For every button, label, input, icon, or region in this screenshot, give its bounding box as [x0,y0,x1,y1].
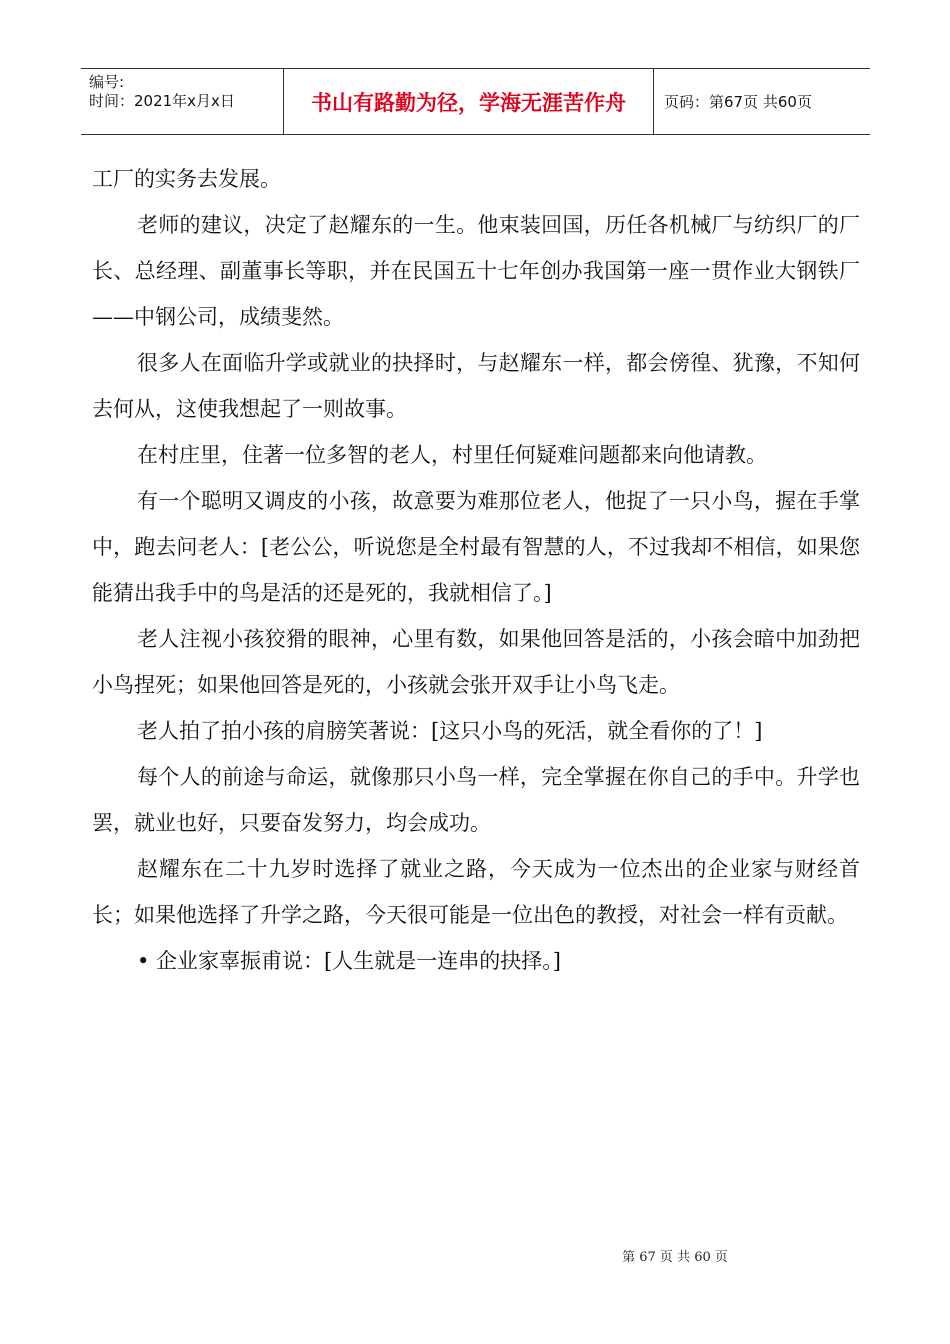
paragraph: 老人拍了拍小孩的肩膀笑著说：[这只小鸟的死活，就全看你的了！] [137,719,763,743]
page-footer: 第 67 页 共 60 页 [622,1250,728,1265]
bullet-quote: • 企业家辜振甫说：[人生就是一连串的抉择。] [137,949,561,973]
paragraph: 老人注视小孩狡猾的眼神，心里有数，如果他回答是活的，小孩会暗中加劲把小鸟捏死；如果他回答是死的，小孩就会张开双手让小鸟飞走。 [92,627,860,697]
paragraph: 在村庄里，住著一位多智的老人，村里任何疑难问题都来向他请教。 [137,443,767,467]
paragraph: 赵耀东在二十九岁时选择了就业之路，今天成为一位杰出的企业家与财经首长；如果他选择了升学之路，今天很可能是一位出色的教授，对社会一样有贡献。 [92,857,860,927]
header-meta [81,69,283,134]
page-header [81,68,870,135]
paragraph: 有一个聪明又调皮的小孩，故意要为难那位老人，他捉了一只小鸟，握在手掌中，跑去问老人：[老公公，听说您是全村最有智慧的人，不过我却不相信，如果您能猜出我手中的鸟是活的还是死的，我就相信了。] [92,489,860,605]
document-body [92,156,860,984]
paragraph: 老师的建议，决定了赵耀东的一生。他束装回国，历任各机械厂与纺织厂的厂长、总经理、副董事长等职，并在民国五十七年创办我国第一座一贯作业大钢铁厂——中钢公司，成绩斐然。 [92,213,860,329]
header-motto: 书山有路勤为径，学海无涯苦作舟 [283,69,654,134]
paragraph: 每个人的前途与命运，就像那只小鸟一样，完全掌握在你自己的手中。升学也罢，就业也好，只要奋发努力，均会成功。 [92,765,860,835]
header-page-info: 页码：第67页 共60页 [664,93,812,111]
paragraph: 很多人在面临升学或就业的抉择时，与赵耀东一样，都会傍徨、犹豫，不知何去何从，这使我想起了一则故事。 [92,351,860,421]
header-date-label: 时间：2021年x月x日 [89,92,235,110]
header-code-label: 编号: [89,73,125,91]
paragraph: 工厂的实务去发展。 [92,167,281,191]
